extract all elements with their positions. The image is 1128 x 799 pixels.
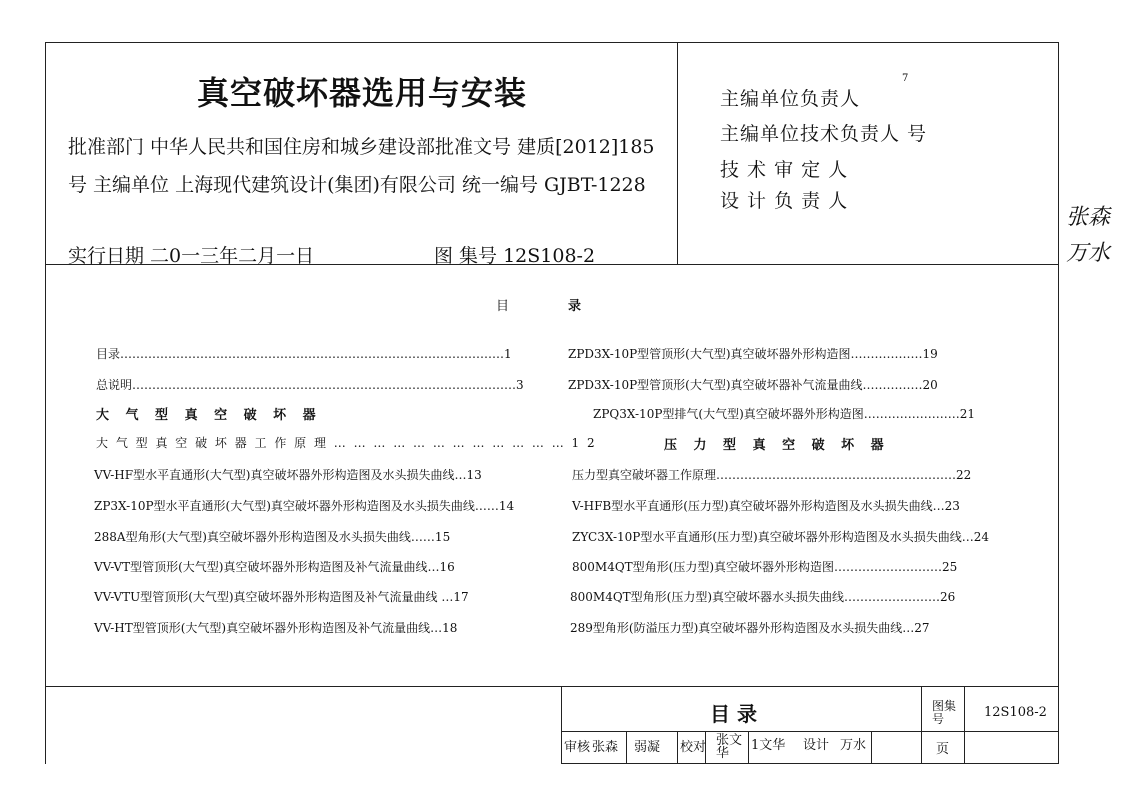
approval-info: 批准部门 中华人民共和国住房和城乡建设部批准文号 建质[2012]185号 主编单位 上海现代建筑设计(集团)有限公司 统一编号 GJBT-1228 xyxy=(68,136,655,196)
chief-unit-technical-responsible: 主编单位技术负责人 号 xyxy=(720,123,928,145)
reviewer-signature: 弱凝 xyxy=(634,740,661,755)
signature-zhang-sen: 张森 xyxy=(1066,205,1111,230)
toc-section-atmospheric: 大 气 型 真 空 破 坏 器 xyxy=(96,408,322,423)
toc-entry[interactable]: ZYC3X-10P型水平直通形(压力型)真空破坏器外形构造图及水头损失曲线…24 xyxy=(572,530,990,544)
toc-entry[interactable]: VV-HF型水平直通形(大气型)真空破坏器外形构造图及水头损失曲线…13 xyxy=(94,468,482,482)
frame-top xyxy=(46,42,1059,43)
implementation-date: 实行日期 二0一三年二月一日 xyxy=(68,245,315,267)
toc-entry[interactable]: 288A型角形(大气型)真空破坏器外形构造图及水头损失曲线……15 xyxy=(94,530,451,544)
toc-entry[interactable]: 289型角形(防溢压力型)真空破坏器外形构造图及水头损失曲线…27 xyxy=(570,621,930,635)
toc-entry[interactable]: ZP3X-10P型水平直通形(大气型)真空破坏器外形构造图及水头损失曲线……14 xyxy=(94,499,515,513)
toc-entry[interactable]: 总说明……………………………………………………………………………………3 xyxy=(96,378,524,392)
design-label: 设计 xyxy=(803,738,830,753)
design-responsible: 设 计 负 责 人 xyxy=(720,190,849,212)
checker-name: 张文华 xyxy=(716,733,743,761)
toc-entry[interactable]: ZPQ3X-10P型排气(大气型)真空破坏器外形构造图……………………21 xyxy=(593,407,976,421)
document-title: 真空破坏器选用与安装 xyxy=(196,74,527,112)
toc-heading-left: 目 xyxy=(496,299,510,314)
toc-entry[interactable]: VV-VT型管顶形(大气型)真空破坏器外形构造图及补气流量曲线…16 xyxy=(94,560,455,574)
frame-left xyxy=(45,42,46,764)
toc-heading-right: 录 xyxy=(568,299,582,314)
signature-wan-shui: 万水 xyxy=(1066,241,1111,266)
check-label: 校对 xyxy=(680,740,707,755)
toc-section-pressure: 压 力 型 真 空 破 坏 器 xyxy=(664,438,890,453)
toc-entry[interactable]: V-HFB型水平直通形(压力型)真空破坏器外形构造图及水头损失曲线…23 xyxy=(572,499,960,513)
page-label: 页 xyxy=(936,742,950,757)
footer-divider xyxy=(46,686,1059,687)
toc-entry[interactable]: 800M4QT型角形(压力型)真空破坏器外形构造图………………………25 xyxy=(572,560,958,574)
designer-name: 万水 xyxy=(840,738,867,753)
frame-right xyxy=(1058,42,1059,764)
toc-entry[interactable]: ZPD3X-10P型管顶形(大气型)真空破坏器补气流量曲线……………20 xyxy=(568,378,938,392)
toc-entry[interactable]: 目录……………………………………………………………………………………1 xyxy=(96,347,512,361)
footer-title: 目 录 xyxy=(710,702,757,726)
atlas-value: 12S108-2 xyxy=(984,705,1047,720)
toc-entry[interactable]: VV-VTU型管顶形(大气型)真空破坏器外形构造图及补气流量曲线 …17 xyxy=(94,590,469,604)
toc-entry[interactable]: 大 气 型 真 空 破 坏 器 工 作 原 理 … … … … … … … … … … … … 1 2 xyxy=(96,436,597,450)
small-mark: 7 xyxy=(902,73,909,84)
atlas-number: 图 集号 12S108-2 xyxy=(434,245,596,267)
toc-entry[interactable]: 800M4QT型角形(压力型)真空破坏器水头损失曲线……………………26 xyxy=(570,590,956,604)
toc-entry[interactable]: ZPD3X-10P型管顶形(大气型)真空破坏器外形构造图………………19 xyxy=(568,347,938,361)
chief-unit-responsible: 主编单位负责人 xyxy=(720,88,861,110)
review-label: 审核 xyxy=(564,740,591,755)
technical-approver: 技 术 审 定 人 xyxy=(720,159,849,181)
toc-entry[interactable]: 压力型真空破坏器工作原理……………………………………………………22 xyxy=(572,468,972,482)
checker-signature: 1文华 xyxy=(751,738,786,753)
reviewer-name: 张森 xyxy=(592,740,619,755)
toc-entry[interactable]: VV-HT型管顶形(大气型)真空破坏器外形构造图及补气流量曲线…18 xyxy=(94,621,458,635)
atlas-label: 图集号 xyxy=(932,699,957,726)
